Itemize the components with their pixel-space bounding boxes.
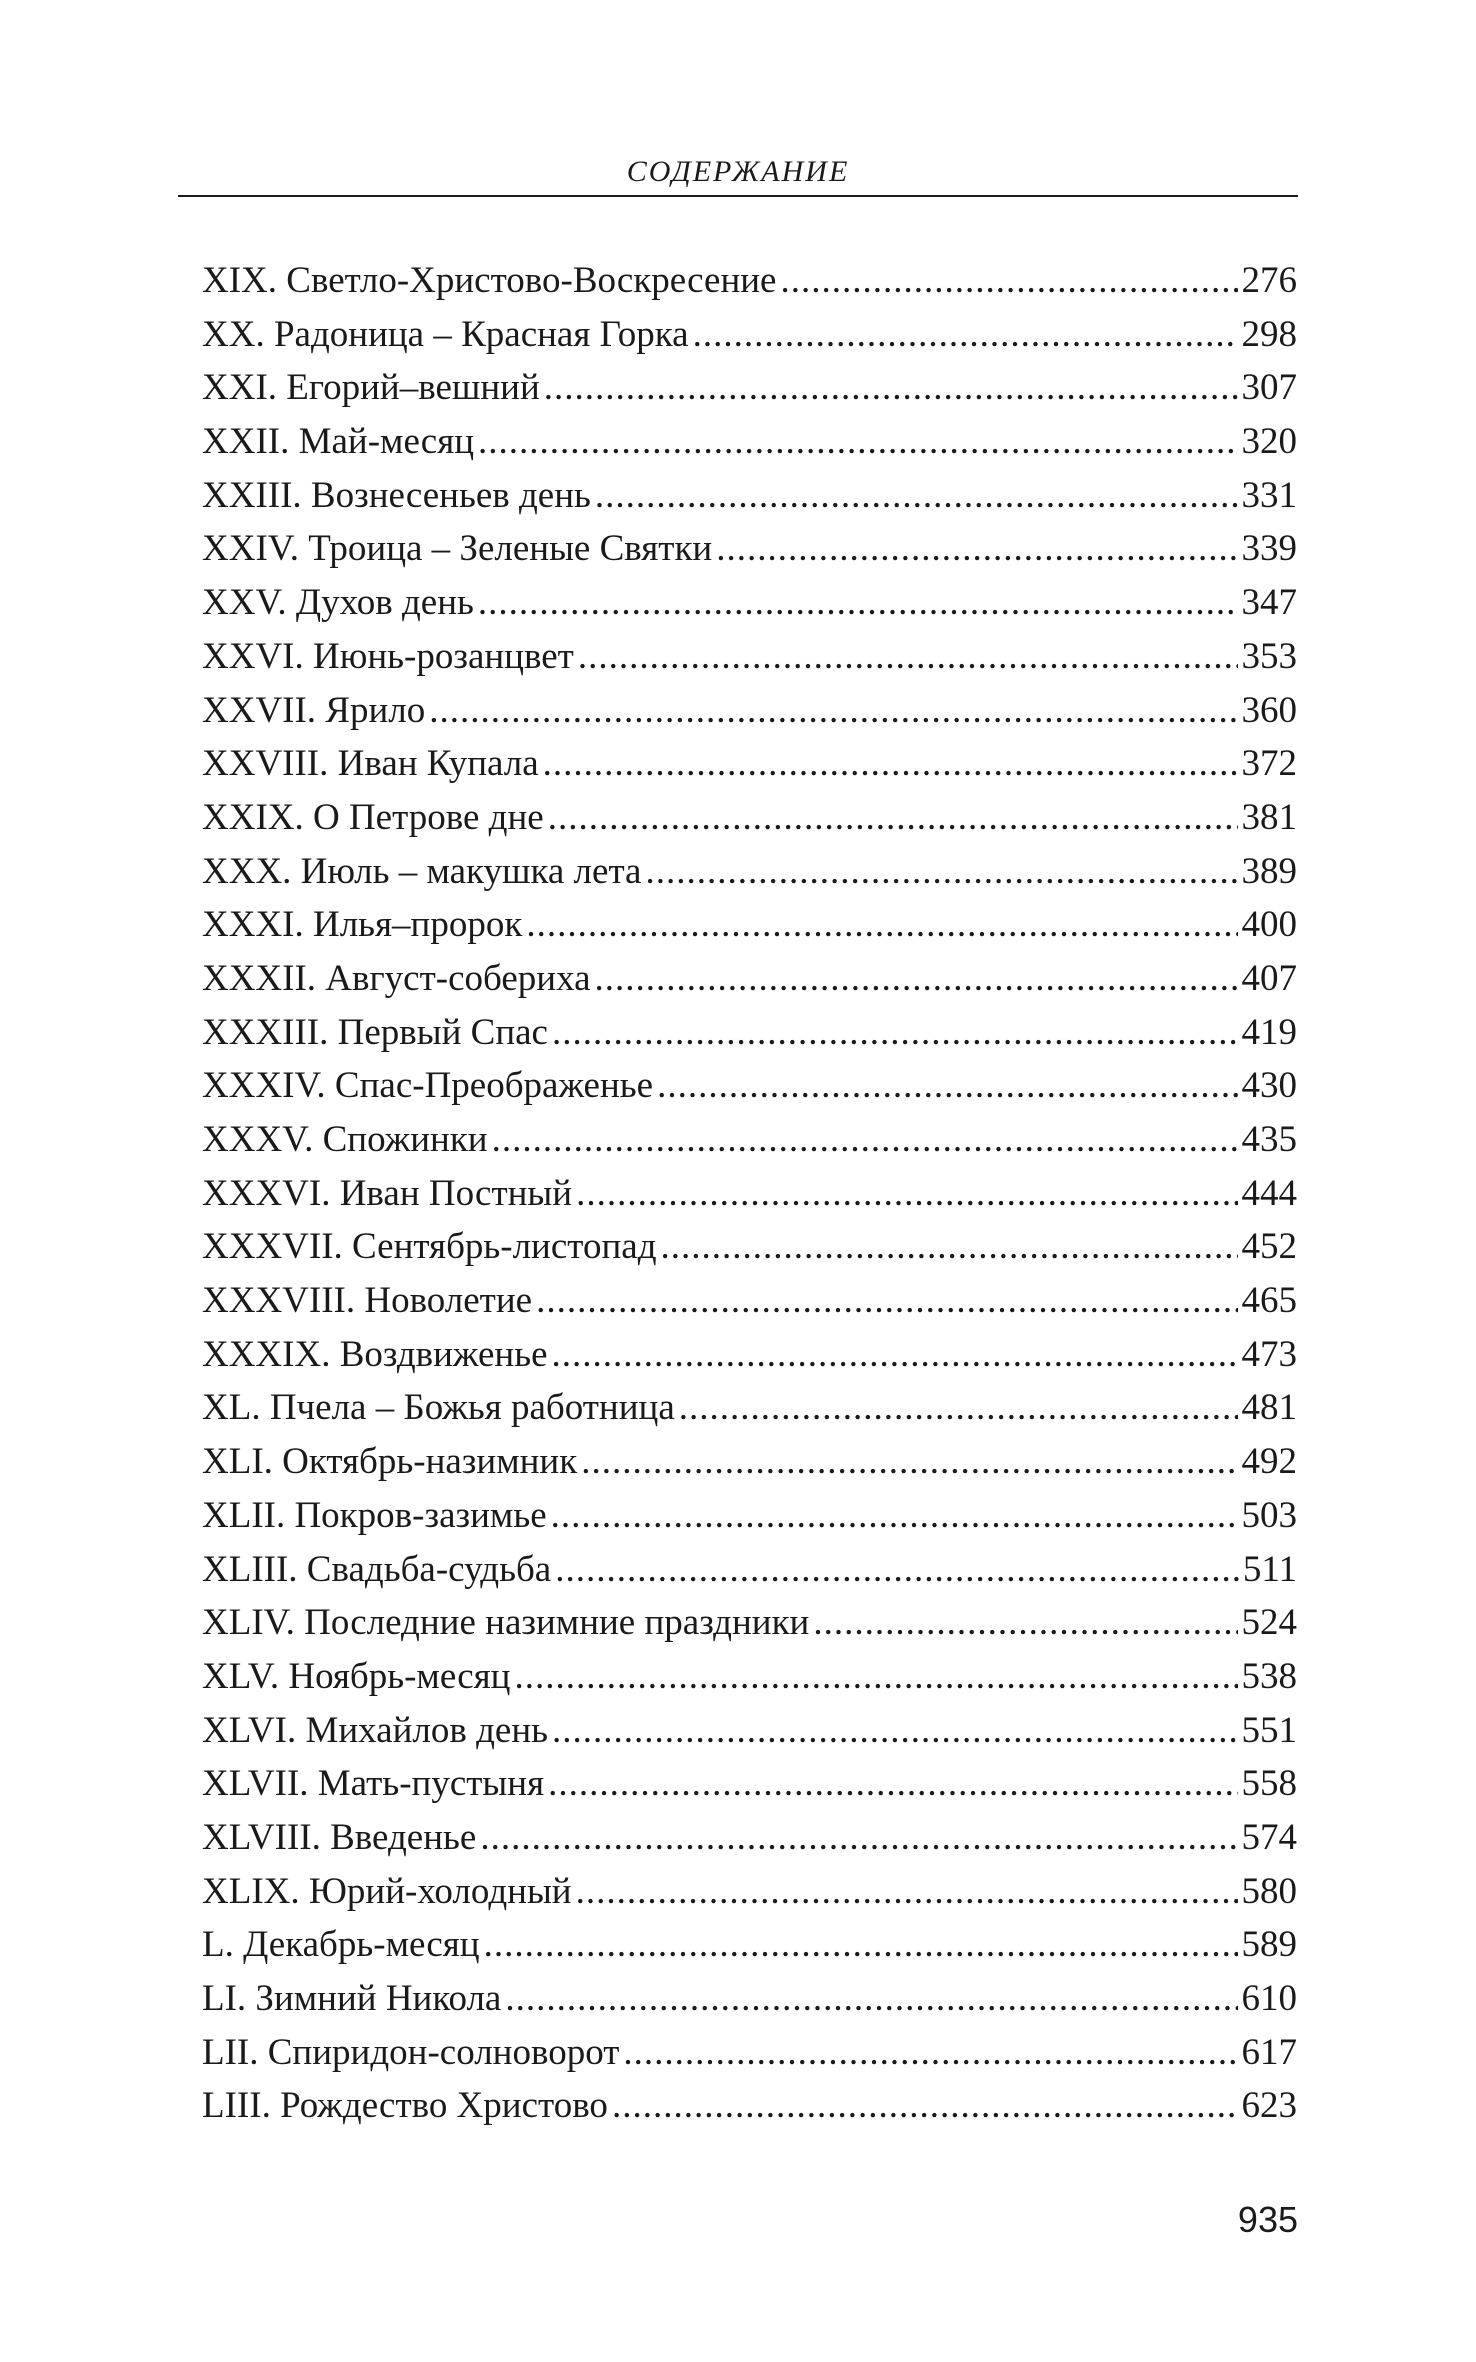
dot-leader xyxy=(551,1489,1238,1543)
toc-entry-title: XXXII. Август-собериха xyxy=(202,957,591,999)
toc-entry-page: 400 xyxy=(1241,904,1297,946)
toc-entry-page: 538 xyxy=(1241,1655,1297,1697)
toc-entry-title: XXXV. Спожинки xyxy=(202,1119,488,1160)
toc-entry-title: XXV. Духов день xyxy=(202,582,474,624)
toc-entry xyxy=(202,898,1297,952)
toc-entry-title: XXIII. Вознесеньев день xyxy=(202,474,591,516)
toc-entry xyxy=(202,1543,1297,1597)
toc-entry xyxy=(202,630,1297,684)
toc-entry-title: XXXI. Илья–пророк xyxy=(202,904,523,946)
toc-entry-title: XXXIV. Спас-Преображенье xyxy=(202,1065,654,1107)
toc-entry xyxy=(202,308,1297,362)
toc-entry xyxy=(202,1811,1297,1865)
dot-leader xyxy=(576,1865,1238,1919)
toc-entry-title: XXVII. Ярило xyxy=(202,689,426,731)
toc-entry-page: 492 xyxy=(1241,1441,1297,1483)
dot-leader xyxy=(548,1757,1237,1811)
toc-entry-page: 389 xyxy=(1241,850,1297,892)
toc-entry-page: 610 xyxy=(1241,1978,1297,2019)
toc-entry xyxy=(202,845,1297,899)
toc-entry xyxy=(202,1489,1297,1543)
toc-entry-page: 589 xyxy=(1241,1924,1297,1966)
toc-entry-page: 580 xyxy=(1241,1870,1297,1912)
dot-leader xyxy=(480,1811,1237,1865)
toc-entry-page: 381 xyxy=(1241,796,1297,838)
toc-entry-page: 372 xyxy=(1241,743,1297,785)
dot-leader xyxy=(661,1220,1238,1274)
table-of-contents xyxy=(202,254,1297,2133)
toc-entry-title: XLVIII. Введенье xyxy=(202,1816,477,1858)
toc-entry-page: 430 xyxy=(1241,1065,1297,1107)
dot-leader xyxy=(536,1274,1237,1328)
toc-entry xyxy=(202,254,1297,308)
toc-entry-title: LI. Зимний Никола xyxy=(202,1978,502,2019)
dot-leader xyxy=(548,791,1238,845)
dot-leader xyxy=(429,684,1237,738)
dot-leader xyxy=(478,415,1237,469)
toc-entry-page: 331 xyxy=(1241,474,1297,516)
toc-entry xyxy=(202,522,1297,576)
dot-leader xyxy=(576,1167,1237,1221)
toc-entry-title: XLV. Ноябрь-месяц xyxy=(202,1655,511,1697)
page-number: 935 xyxy=(1237,2199,1298,2240)
toc-entry-page: 524 xyxy=(1241,1602,1297,1644)
toc-entry-page: 617 xyxy=(1241,2031,1297,2073)
toc-entry-title: XLI. Октябрь-назимник xyxy=(202,1441,578,1483)
toc-entry-title: XLIX. Юрий-холодный xyxy=(202,1870,572,1912)
toc-entry-title: XXXVIII. Новолетие xyxy=(202,1280,533,1322)
toc-entry-page: 347 xyxy=(1241,582,1297,624)
toc-entry-page: 307 xyxy=(1241,367,1297,409)
toc-entry-title: XXII. Май-месяц xyxy=(202,421,475,463)
dot-leader xyxy=(514,1650,1237,1704)
toc-entry-title: L. Декабрь-месяц xyxy=(202,1924,480,1966)
toc-entry-page: 444 xyxy=(1241,1172,1297,1214)
toc-entry-page: 276 xyxy=(1241,260,1297,301)
toc-entry-title: XXIX. О Петрове дне xyxy=(202,796,544,838)
toc-entry xyxy=(202,576,1297,630)
dot-leader xyxy=(813,1596,1237,1650)
dot-leader xyxy=(657,1059,1237,1113)
toc-entry-page: 574 xyxy=(1241,1816,1297,1858)
toc-entry-title: XLVI. Михайлов день xyxy=(202,1709,549,1751)
toc-entry-page: 473 xyxy=(1241,1333,1297,1375)
toc-entry xyxy=(202,1435,1297,1489)
toc-entry-title: LIII. Рождество Христово xyxy=(202,2085,608,2127)
toc-entry xyxy=(202,1596,1297,1650)
dot-leader xyxy=(555,1543,1239,1597)
dot-leader xyxy=(552,1704,1237,1758)
toc-entry-title: XLVII. Мать-пустыня xyxy=(202,1763,545,1805)
dot-leader xyxy=(623,2026,1237,2080)
dot-leader xyxy=(492,1113,1238,1167)
toc-entry xyxy=(202,1059,1297,1113)
dot-leader xyxy=(552,1006,1238,1060)
toc-entry xyxy=(202,415,1297,469)
toc-entry-page: 339 xyxy=(1241,528,1297,570)
toc-entry xyxy=(202,1328,1297,1382)
toc-entry-title: XXVIII. Иван Купала xyxy=(202,743,539,785)
toc-entry-title: XXIV. Троица – Зеленые Святки xyxy=(202,528,713,570)
toc-entry xyxy=(202,2079,1297,2133)
toc-entry xyxy=(202,1220,1297,1274)
running-title: СОДЕРЖАНИЕ xyxy=(626,155,850,188)
toc-entry-title: XXI. Егорий–вешний xyxy=(202,367,540,409)
toc-entry-page: 623 xyxy=(1241,2085,1297,2127)
toc-entry-page: 481 xyxy=(1241,1387,1297,1429)
toc-entry-page: 320 xyxy=(1241,421,1297,463)
toc-entry-title: XL. Пчела – Божья работница xyxy=(202,1387,675,1429)
toc-entry-page: 503 xyxy=(1241,1494,1297,1536)
dot-leader xyxy=(543,737,1238,791)
dot-leader xyxy=(679,1381,1238,1435)
dot-leader xyxy=(526,898,1237,952)
toc-entry-page: 353 xyxy=(1241,635,1297,677)
toc-entry xyxy=(202,952,1297,1006)
toc-entry xyxy=(202,1006,1297,1060)
dot-leader xyxy=(645,845,1237,899)
dot-leader xyxy=(693,308,1238,362)
toc-entry xyxy=(202,791,1297,845)
toc-entry-title: XLIV. Последние назимние праздники xyxy=(202,1602,810,1644)
toc-entry xyxy=(202,737,1297,791)
toc-entry xyxy=(202,361,1297,415)
toc-entry-title: XXXIX. Воздвиженье xyxy=(202,1333,548,1375)
toc-entry-page: 298 xyxy=(1241,313,1297,355)
toc-entry xyxy=(202,1757,1297,1811)
toc-entry-title: XIX. Светло-Христово-Воскресение xyxy=(202,260,777,301)
toc-entry xyxy=(202,1704,1297,1758)
toc-entry-page: 465 xyxy=(1241,1280,1297,1322)
toc-entry xyxy=(202,1381,1297,1435)
toc-entry-page: 551 xyxy=(1241,1709,1297,1751)
dot-leader xyxy=(780,254,1237,308)
toc-entry-page: 407 xyxy=(1241,957,1297,999)
toc-entry xyxy=(202,1918,1297,1972)
toc-entry-title: XXXVII. Сентябрь-листопад xyxy=(202,1226,657,1268)
toc-entry xyxy=(202,1274,1297,1328)
toc-entry-page: 452 xyxy=(1241,1226,1297,1268)
toc-entry-title: XLII. Покров-зазимье xyxy=(202,1494,547,1536)
toc-entry-page: 558 xyxy=(1241,1763,1297,1805)
toc-entry xyxy=(202,1650,1297,1704)
toc-entry xyxy=(202,1167,1297,1221)
dot-leader xyxy=(595,952,1238,1006)
toc-entry-page: 435 xyxy=(1241,1119,1297,1160)
toc-entry-title: XXVI. Июнь-розанцвет xyxy=(202,635,574,677)
dot-leader xyxy=(612,2079,1238,2133)
dot-leader xyxy=(544,361,1238,415)
toc-entry-title: XXXIII. Первый Спас xyxy=(202,1011,548,1053)
toc-entry-title: XXXVI. Иван Постный xyxy=(202,1172,573,1214)
dot-leader xyxy=(595,469,1238,523)
dot-leader xyxy=(578,630,1238,684)
header-rule xyxy=(178,195,1298,197)
dot-leader xyxy=(505,1972,1237,2026)
toc-entry xyxy=(202,1865,1297,1919)
dot-leader xyxy=(484,1918,1238,1972)
toc-entry-page: 419 xyxy=(1241,1011,1297,1053)
toc-entry-title: XXX. Июль – макушка лета xyxy=(202,850,642,892)
dot-leader xyxy=(478,576,1238,630)
toc-entry-title: LII. Спиридон-солноворот xyxy=(202,2031,620,2073)
toc-entry-title: XX. Радоница – Красная Горка xyxy=(202,313,689,355)
dot-leader xyxy=(552,1328,1238,1382)
dot-leader xyxy=(716,522,1237,576)
toc-entry-page: 360 xyxy=(1241,689,1297,731)
toc-entry xyxy=(202,1972,1297,2026)
toc-entry xyxy=(202,1113,1297,1167)
toc-entry-title: XLIII. Свадьба-судьба xyxy=(202,1548,552,1590)
toc-entry-page: 511 xyxy=(1242,1548,1297,1590)
toc-entry xyxy=(202,684,1297,738)
dot-leader xyxy=(581,1435,1237,1489)
toc-entry xyxy=(202,469,1297,523)
toc-entry xyxy=(202,2026,1297,2080)
